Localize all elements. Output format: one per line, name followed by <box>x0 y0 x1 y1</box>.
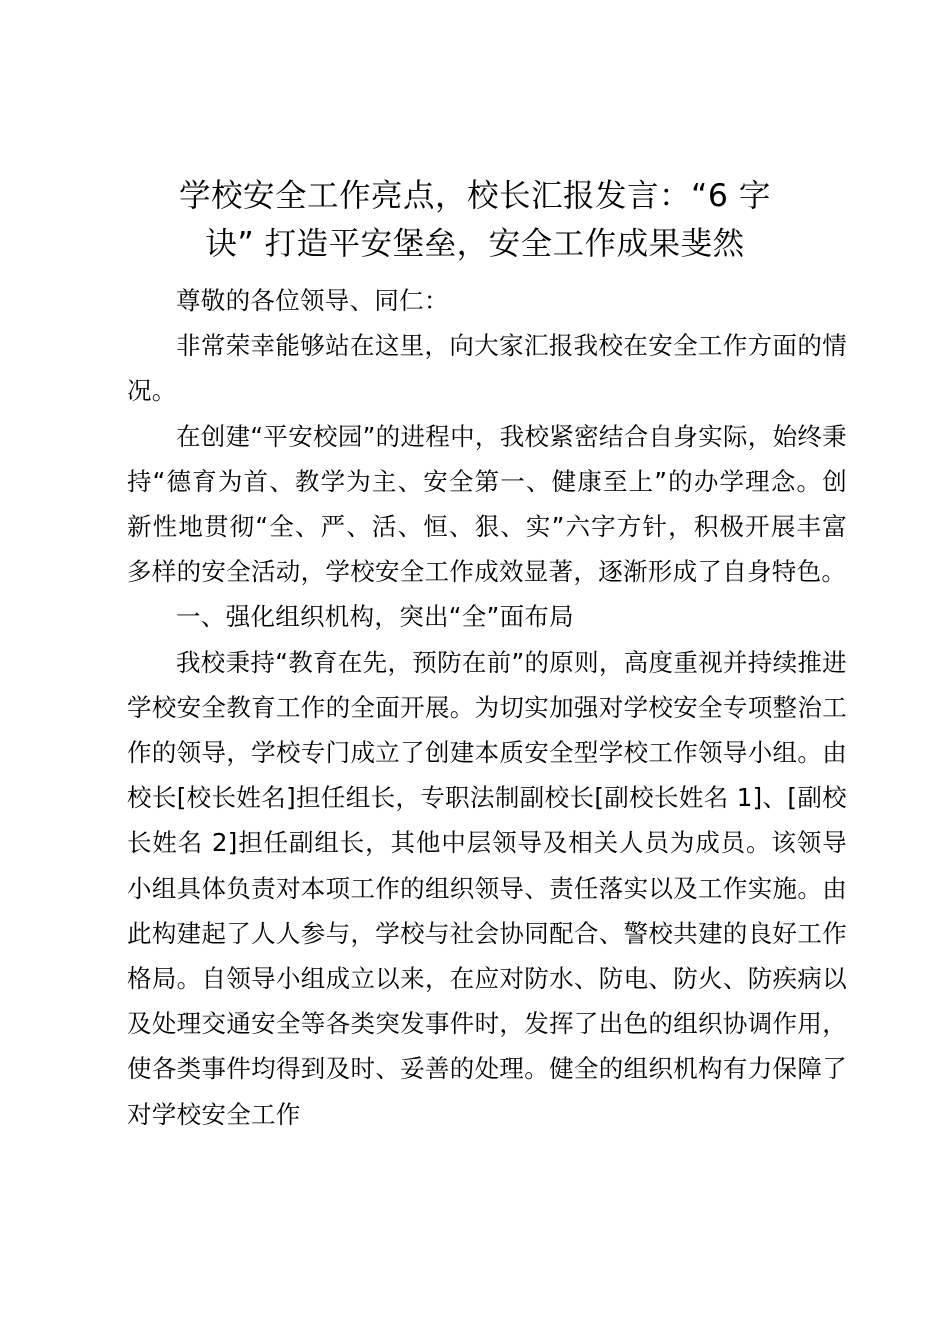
title-line-2: 诀” 打造平安堡垒，安全工作成果斐然 <box>205 226 745 262</box>
paragraph-philosophy: 在创建“平安校园”的进程中，我校紧密结合自身实际，始终秉持“德育为首、教学为主、安全第一、健康至上”的办学理念。创新性地贯彻“全、严、活、恒、狠、实”六字方针，积极开展丰富多样的安全活动，学校安全工作成效显著，逐渐形成了自身特色。 <box>127 421 847 587</box>
section-heading-1: 一、强化组织机构，突出“全”面布局 <box>176 602 574 632</box>
document-body <box>127 278 847 1137</box>
title-line-1: 学校安全工作亮点，校长汇报发言：“6 字 <box>179 178 771 214</box>
document-title <box>110 172 840 268</box>
salutation: 尊敬的各位领导、同仁： <box>176 286 449 315</box>
paragraph-intro: 非常荣幸能够站在这里，向大家汇报我校在安全工作方面的情况。 <box>127 331 847 406</box>
paragraph-organization: 我校秉持“教育在先，预防在前”的原则，高度重视并持续推进学校安全教育工作的全面开展。为切实加强对学校安全专项整治工作的领导，学校专门成立了创建本质安全型学校工作领导小组。由校长[校长姓名]担任组长，专职法制副校长[副校长姓名 1]、[副校长姓名 2]担任副组长，其他中层领导及相关人员为成员。该领导小组具体负责对本项工作的组织领导、责任落实以及工作实施。由此构建起了人人参与，学校与社会协同配合、警校共建的良好工作格局。自领导小组成立以来，在应对防水、防电、防火、防疾病以及处理交通安全等各类突发事件时，发挥了出色的组织协调作用，使各类事件均得到及时、妥善的处理。健全的组织机构有力保障了对学校安全工作 <box>127 647 847 1129</box>
